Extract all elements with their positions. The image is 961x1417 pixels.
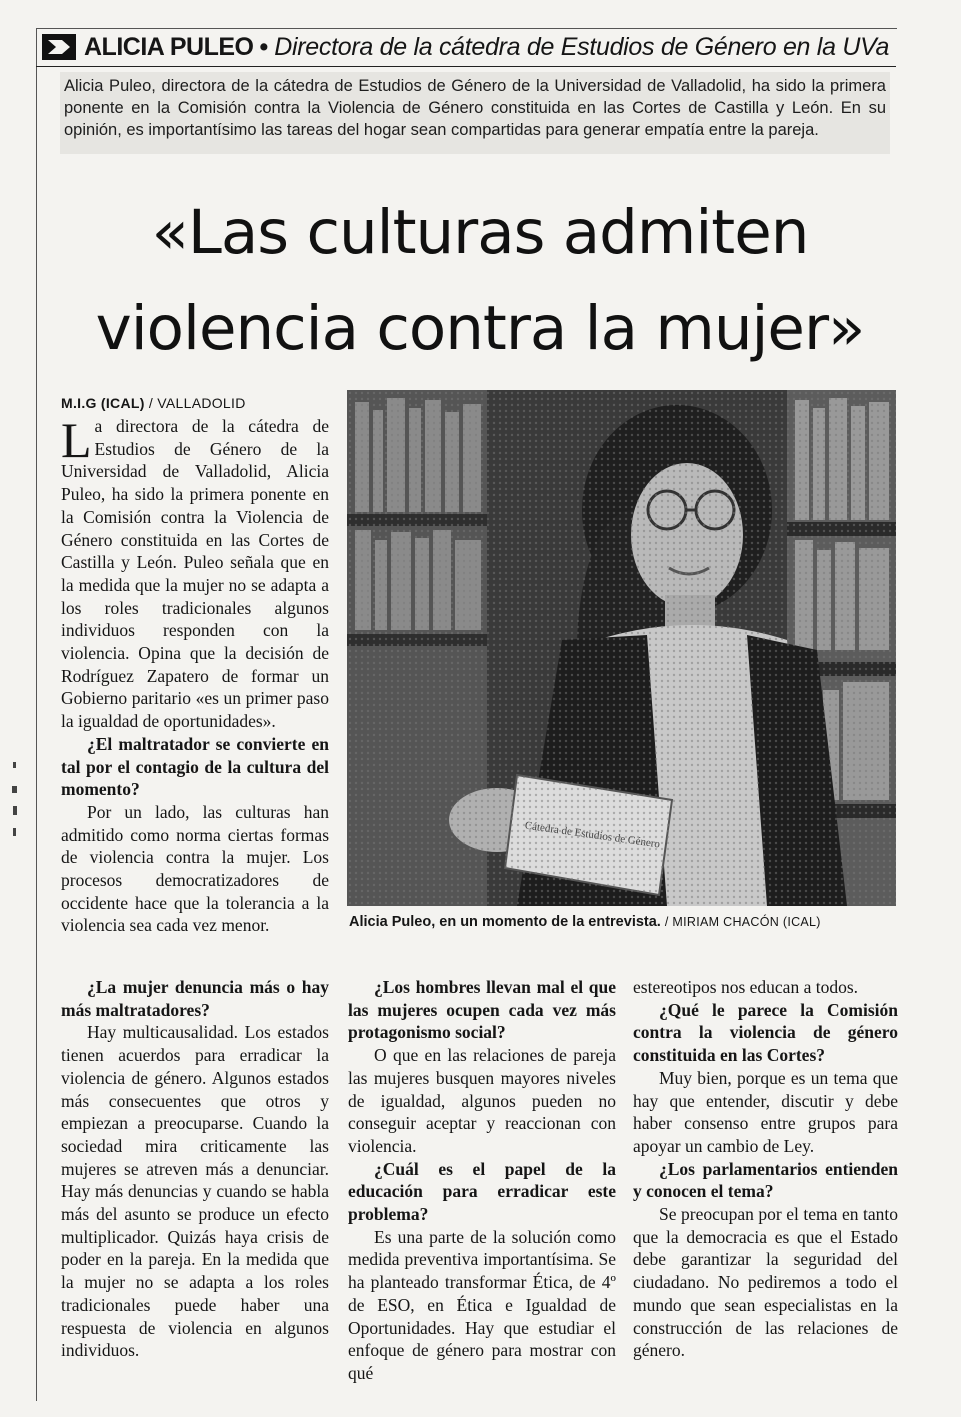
drop-cap: L xyxy=(61,412,92,468)
answer-5: Muy bien, porque es un tema que hay que entender, discutir y debe haber consenso entre grupos para apoyar un cambio de Ley. xyxy=(633,1067,898,1156)
byline-agency: M.I.G (ICAL) xyxy=(61,395,145,411)
scan-margin-marks xyxy=(10,760,20,840)
photo-credit: / MIRIAM CHACÓN (ICAL) xyxy=(664,915,821,929)
headline xyxy=(40,185,920,377)
answer-1: Por un lado, las culturas han admitido como norma ciertas formas de violencia contra la mujer. Los procesos democratizadores de occidente hace que la tolerancia a la violencia sea cada vez menor. xyxy=(61,801,329,936)
scan-noise-icon xyxy=(10,760,20,840)
answer-4: Es una parte de la solución como medida preventiva importantísima. Se ha planteado transformar Ética, de 4º de ESO, en Ética e Igualdad de Oportunidades. Hay que estudiar el enfoque de género para mostrar con qué xyxy=(348,1226,616,1383)
question-6: ¿Los parlamentarios entienden y conocen el tema? xyxy=(633,1158,898,1202)
question-3: ¿Los hombres llevan mal el que las mujeres ocupen cada vez más protagonismo social? xyxy=(348,977,616,1043)
section-header xyxy=(36,28,896,67)
caption-text: Alicia Puleo, en un momento de la entrevista. xyxy=(349,914,661,930)
interviewee-role: Directora de la cátedra de Estudios de Género en la UVa xyxy=(274,32,890,61)
headline-line-2: violencia contra la mujer» xyxy=(95,293,865,364)
question-4: ¿Cuál es el papel de la educación para erradicar este problema? xyxy=(348,1158,616,1225)
question-5: ¿Qué le parece la Comisión contra la violencia de género constituida en las Cortes? xyxy=(633,999,898,1066)
header-separator: • xyxy=(259,32,269,61)
byline-location: / VALLADOLID xyxy=(148,395,246,411)
article-column-3 xyxy=(348,976,616,1385)
article-column-4 xyxy=(633,976,898,1362)
question-1: ¿El maltratador se convierte en tal por el contagio de la cultura del momento? xyxy=(61,733,329,800)
article-column-1 xyxy=(61,412,329,937)
answer-6: Se preocupan por el tema en tanto que la democracia es que el Estado debe garantizar la seguridad del ciudadano. No pediremos a todo el mundo que sean especialistas en la construcción de las relaciones de género. xyxy=(633,1204,898,1361)
interview-photo xyxy=(347,390,896,906)
headline-line-1: «Las culturas admiten xyxy=(151,197,809,268)
article-column-2 xyxy=(61,976,329,1362)
intro-paragraph xyxy=(61,412,329,733)
intro-text: a directora de la cátedra de Estudios de Género de la Universidad de Valladolid, Alicia Puleo, ha sido la primera ponente en la Comisión contra la Violencia de Género constituida en las Cortes de Castilla y León. Puleo señala que en la medida que la mujer no se adapta a los roles tradicionales algunos individuos responden con la violencia. Opina que la decisión de Rodríguez Zapatero de formar un Gobierno paritario «es un primer paso la igualdad de oportunidades». xyxy=(61,416,329,732)
lead-paragraph: Alicia Puleo, directora de la cátedra de Estudios de Género de la Universidad de Valladolid, ha sido la primera ponente en la Comisión contra la Violencia de Género constituida en las Cortes de Castilla y León. En su opinión, es importantísimo las tareas del hogar sean compartidas para generar empatía entre la pareja. xyxy=(64,77,886,139)
photo-caption xyxy=(349,914,821,930)
byline xyxy=(61,395,246,411)
section-marker-icon xyxy=(42,34,76,60)
answer-4-continued: estereotipos nos educan a todos. xyxy=(633,977,859,997)
question-2: ¿La mujer denuncia más o hay más maltratadores? xyxy=(61,977,329,1020)
photo-image xyxy=(347,390,896,906)
interviewee-name: ALICIA PULEO xyxy=(84,32,254,61)
answer-2: Hay multicausalidad. Los estados tienen acuerdos para erradicar la violencia de género. Algunos estados más consecuentes que otros y empiezan a preocuparse. Cuando la sociedad mira criticamente las mujeres se atreven más a denunciar. Hay más denuncias y cuando se habla más del asunto se produce un efecto multiplicador. Quizás haya crisis de poder en la pareja. En la medida que la mujer no se adapta a los roles tradicionales puede haber una respuesta de violencia en algunos individuos. xyxy=(61,1022,329,1361)
answer-3: O que en las relaciones de pareja las mujeres busquen mayores niveles de igualdad, algunos pueden no conseguir aceptar y reaccionan con violencia. xyxy=(348,1045,616,1156)
